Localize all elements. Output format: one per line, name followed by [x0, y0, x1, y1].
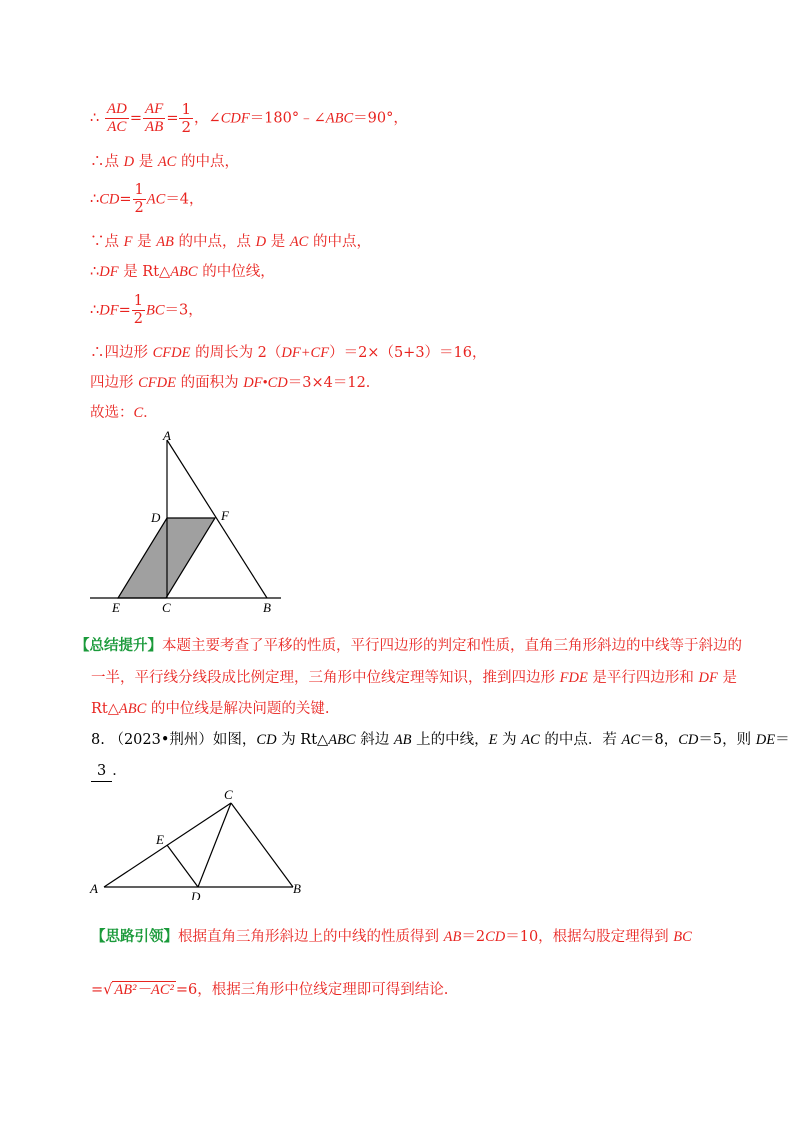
label-c: C — [162, 600, 171, 615]
label-a: A — [163, 428, 171, 443]
figure-right-triangle-median — [88, 785, 318, 900]
label-d: D — [191, 889, 201, 900]
label-c: C — [224, 787, 233, 802]
label-e: E — [112, 600, 120, 615]
segment-de — [167, 845, 198, 887]
figure-parallelogram-triangle — [85, 428, 305, 618]
fraction-one-half: $\frac{1}{2}$ — [134, 182, 144, 216]
summary-line-2: 一半，平行线分线段成比例定理，三角形中位线定理等知识，推到四边形 FDE 是平行四边形和 DF 是 — [91, 670, 737, 686]
radical-sign-icon: √ — [103, 982, 113, 998]
solution-line-7: ∴四边形 CFDE 的周长为 2（DF+CF）＝2×（5+3）＝16， — [90, 345, 487, 361]
segment-bc — [231, 803, 293, 887]
solution-line-9: 故选：C． — [90, 405, 158, 421]
solution-line-1: ∴ $\frac{AD}{AC}$ = $\frac{AF}{AB}$ = $\frac{1}{2}$ ，∠CDF＝180°﹣∠ABC＝90°， — [90, 100, 408, 136]
label-b: B — [263, 600, 271, 615]
answer-blank: 3 — [91, 761, 112, 782]
summary-line-1: 【总结提升】本题主要考查了平移的性质，平行四边形的判定和性质，直角三角形斜边的中线等于斜边的 — [75, 637, 742, 654]
hint-line-2: =√ AB²－AC² =6，根据三角形中位线定理即可得到结论. — [91, 982, 449, 998]
solution-line-5: ∴DF 是 Rt△ABC 的中位线， — [90, 264, 275, 280]
square-root-expression: √ AB²－AC² — [103, 982, 174, 998]
summary-tag: 【总结提升】 — [75, 637, 162, 654]
therefore-symbol: ∴ — [90, 110, 100, 127]
fraction-one-half: $\frac{1}{2}$ — [181, 100, 192, 136]
label-f: F — [221, 508, 229, 523]
fraction-af-ab: $\frac{AF}{AB}$ — [145, 101, 164, 135]
fraction-ad-ac: $\frac{AD}{AC}$ — [106, 101, 127, 135]
label-d: D — [151, 510, 161, 525]
segment-cd — [198, 803, 231, 887]
label-e: E — [156, 832, 164, 847]
fraction-one-half: $\frac{1}{2}$ — [133, 293, 143, 327]
hint-tag: 【思路引领】 — [91, 928, 178, 945]
solution-line-4: ∵点 F 是 AB 的中点，点 D 是 AC 的中点， — [90, 234, 371, 250]
solution-line-2: ∴点 D 是 AC 的中点， — [90, 154, 239, 170]
hint-line-1: 【思路引领】根据直角三角形斜边上的中线的性质得到 AB＝2CD＝10，根据勾股定理得到 BC — [91, 928, 692, 945]
solution-line-8: 四边形 CFDE 的面积为 DF•CD＝3×4＝12． — [90, 375, 381, 391]
solution-line-3: ∴CD= $\frac{1}{2}$ AC＝4， — [90, 182, 204, 216]
label-a: A — [90, 881, 98, 896]
solution-line-6: ∴DF= $\frac{1}{2}$ BC＝3， — [90, 293, 203, 327]
question-8-line-2: 3 ． — [91, 761, 127, 782]
summary-line-3: Rt△ABC 的中位线是解决问题的关键. — [91, 701, 330, 717]
question-8-line-1: 8. （2023•荆州）如图，CD 为 Rt△ABC 斜边 AB 上的中线，E 为 AC 的中点．若 AC＝8，CD＝5，则 DE＝ — [91, 732, 790, 748]
label-b: B — [293, 881, 301, 896]
